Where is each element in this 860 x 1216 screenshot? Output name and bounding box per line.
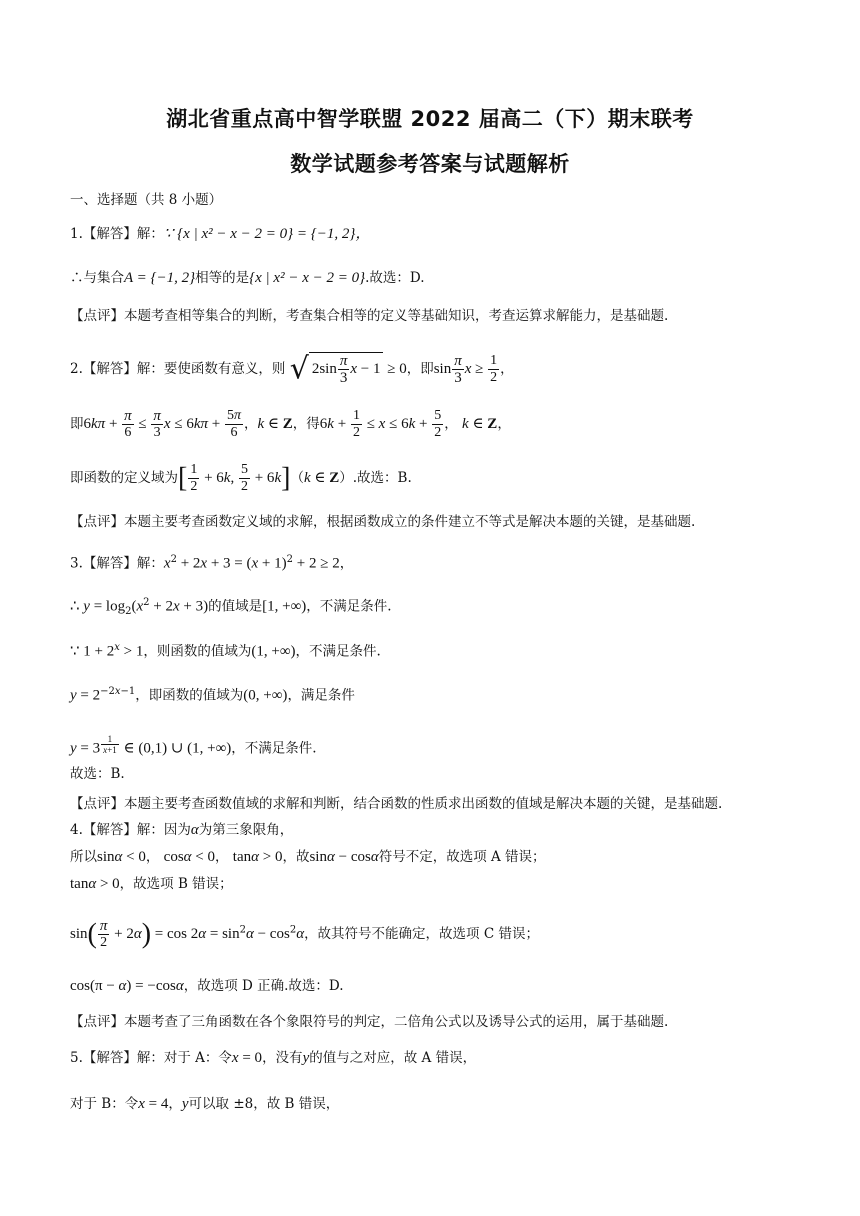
section-heading: 一、选择题（共 8 小题） [70, 192, 223, 208]
q5-answer-line-1: 5.【解答】解：对于 A：令x = 0，没有y的值与之对应，故 A 错误， [70, 1050, 477, 1066]
q2-answer-line-2: 即6kπ + $\frac{\pi}{6}$ ≤ $\frac{\pi}{3}$ x ≤ 6kπ + $\frac{5\pi}{6}$ ，k ∈ Z，得6k + $\frac{1}{2}$ ≤ x ≤ 6k + $\frac{5}{2}$ ， k ∈ Z， [70, 408, 511, 440]
q3-answer-line-3: ∵ $1 + 2^x > 1$，则函数的值域为(1, +∞)，不满足条件. [70, 642, 381, 660]
q2-answer-line-1: 2.【解答】解：要使函数有意义，则 √ 2sin $\frac{\pi}{3}$ x − 1 ≥ 0，即sin $\frac{\pi}{3}$ x ≥ $\frac{1}{2}$ ， [70, 351, 514, 387]
q4-answer-line-4: sin( $\frac{\pi}{2}$ + $2\alpha) = \cos 2\alpha = \sin^2\alpha - \cos^2\alpha$，故其符号不能确定，故选项 C 错误； [70, 918, 539, 950]
q5-answer-line-2: 对于 B：令x = 4，y可以取 ±8，故 B 错误， [70, 1096, 340, 1112]
q4-answer-line-1: 4.【解答】解：因为α为第三象限角， [70, 822, 294, 838]
q2-comment: 【点评】本题主要考查函数定义域的求解，根据函数成立的条件建立不等式是解决本题的关键，是基础题. [70, 514, 696, 530]
q3-answer-line-5: y = 3 $^{\frac{1}{x+1}}$ ∈ (0,1) ∪ (1, +∞)，不满足条件. [70, 734, 317, 757]
q3-choice: 故选：B. [70, 766, 125, 782]
q4-answer-line-5: cos(π − α) = −cosα，故选项 D 正确.故选：D. [70, 978, 344, 994]
q1-comment: 【点评】本题考查相等集合的判断，考查集合相等的定义等基础知识，考查运算求解能力，是基础题. [70, 308, 669, 324]
q4-answer-line-2: 所以sinα < 0， cosα < 0， tanα > 0，故sinα − cosα符号不定，故选项 A 错误； [70, 849, 546, 865]
q2-answer-line-3: 即函数的定义域为[ $\frac{1}{2}$ + 6k, $\frac{5}{2}$ + 6k]（k ∈ Z）.故选：B. [70, 462, 412, 494]
q3-answer-line-4: $y = 2^{-2x-1}$，即函数的值域为(0, +∞)，满足条件 [70, 686, 355, 704]
document-title: 湖北省重点高中智学联盟 2022 届高二（下）期末联考 [166, 107, 694, 131]
q3-answer-line-1: 3.【解答】解：$x^2 + 2x + 3 = (x + 1)^2 + 2 \ge 2$， [70, 554, 354, 572]
q1-answer-line-1: 1.【解答】解：∵ {x | x² − x − 2 = 0} = {−1, 2}， [70, 226, 371, 242]
q3-answer-line-2: ∴ $y = \log_2(x^2 + 2x + 3)$的值域是[1, +∞)，不满足条件. [70, 597, 392, 618]
q1-answer-line-2: ∴与集合A = {−1, 2}相等的是{x | x² − x − 2 = 0}.故选：D. [70, 270, 425, 286]
q4-comment: 【点评】本题考查了三角函数在各个象限符号的判定，二倍角公式以及诱导公式的运用，属于基础题. [70, 1014, 669, 1030]
q4-answer-line-3: tanα > 0，故选项 B 错误； [70, 876, 233, 892]
document-subtitle: 数学试题参考答案与试题解析 [290, 152, 570, 176]
q3-comment: 【点评】本题主要考查函数值域的求解和判断，结合函数的性质求出函数的值域是解决本题的关键，是基础题. [70, 796, 723, 812]
